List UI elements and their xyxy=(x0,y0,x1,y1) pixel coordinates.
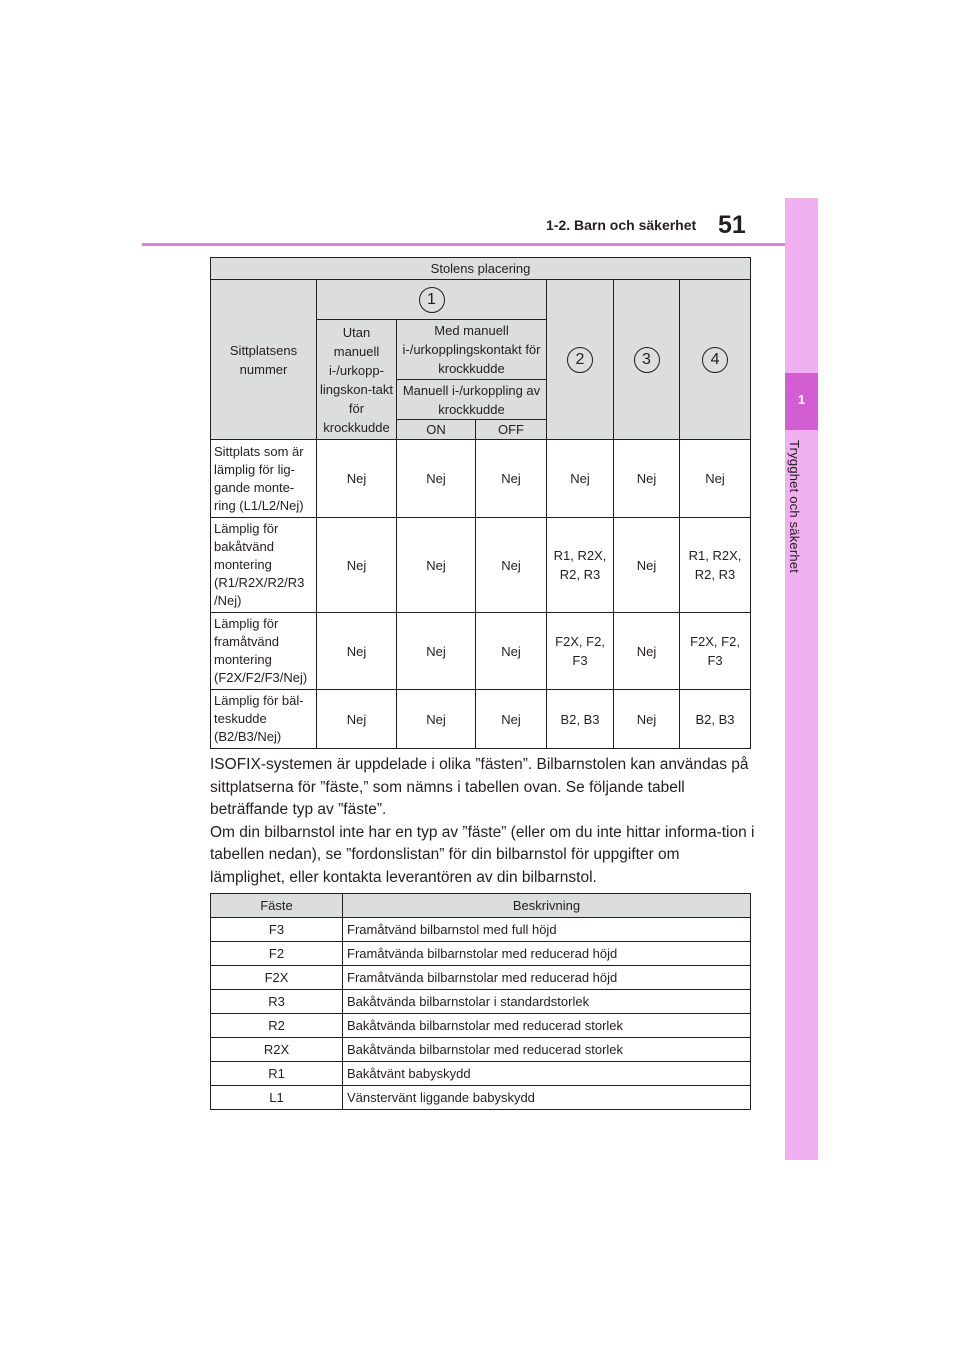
row-label: Lämplig för bakåtvänd montering (R1/R2X/R2/R3 /Nej) xyxy=(211,518,317,613)
fixture-code: R1 xyxy=(211,1062,343,1086)
position-3-badge: 3 xyxy=(634,347,660,373)
position-1 xyxy=(317,280,547,320)
table-row xyxy=(211,613,751,690)
seat-rows xyxy=(211,440,751,749)
fixture-description: Bakåtvända bilbarnstolar med reducerad storlek xyxy=(343,1038,751,1062)
switch-on-label: ON xyxy=(397,420,476,440)
table-row xyxy=(211,966,751,990)
header-rule xyxy=(142,243,785,246)
table-cell: Nej xyxy=(397,613,476,690)
table-cell: Nej xyxy=(397,690,476,749)
fixture-description: Framåtvänd bilbarnstol med full höjd xyxy=(343,918,751,942)
table-cell: Nej xyxy=(614,440,680,518)
position-3 xyxy=(614,280,680,440)
seat-number-label: Sittplatsens nummer xyxy=(211,280,317,440)
table-cell: R1, R2X, R2, R3 xyxy=(547,518,614,613)
table-cell: Nej xyxy=(680,440,751,518)
table-cell: F2X, F2, F3 xyxy=(547,613,614,690)
paragraph-2: Om din bilbarnstol inte har en typ av ”fäste” (eller om du inte hittar informa-tion i tabellen nedan), se ”fordonslistan” för din bilbarnstol för uppgifter om lämplighet, eller kontakta leverantören av din bilbarnstol. xyxy=(210,823,755,886)
table-cell: Nej xyxy=(547,440,614,518)
seat-position-table xyxy=(210,257,751,749)
chapter-number: 1 xyxy=(797,392,806,407)
position-2 xyxy=(547,280,614,440)
fixture-code: F2 xyxy=(211,942,343,966)
body-text xyxy=(210,754,755,889)
table-row xyxy=(211,1062,751,1086)
fixture-code: R3 xyxy=(211,990,343,1014)
switch-label: Manuell i-/urkoppling av krockkudde xyxy=(397,380,547,420)
table-row xyxy=(211,990,751,1014)
position-1-badge: 1 xyxy=(419,287,445,313)
position-4-badge: 4 xyxy=(702,347,728,373)
table-cell: Nej xyxy=(317,690,397,749)
description-header: Beskrivning xyxy=(343,894,751,918)
fixture-description: Bakåtvända bilbarnstolar i standardstorlek xyxy=(343,990,751,1014)
table-row xyxy=(211,518,751,613)
without-switch-label: Utan manuell i-/urkopp-lingskon-takt för krockkudde xyxy=(317,320,397,440)
fixture-description: Bakåtvänt babyskydd xyxy=(343,1062,751,1086)
table-row xyxy=(211,1086,751,1110)
with-switch-label: Med manuell i-/urkopplingskontakt för krockkudde xyxy=(397,320,547,380)
table-cell: Nej xyxy=(614,518,680,613)
table-cell: Nej xyxy=(476,518,547,613)
table-cell: Nej xyxy=(614,690,680,749)
fixture-code: L1 xyxy=(211,1086,343,1110)
fixture-description: Framåtvända bilbarnstolar med reducerad höjd xyxy=(343,966,751,990)
table-cell: Nej xyxy=(397,518,476,613)
table-row xyxy=(211,690,751,749)
fixture-description: Framåtvända bilbarnstolar med reducerad höjd xyxy=(343,942,751,966)
table-cell: B2, B3 xyxy=(547,690,614,749)
row-label: Lämplig för framåtvänd montering (F2X/F2/F3/Nej) xyxy=(211,613,317,690)
table-cell: Nej xyxy=(614,613,680,690)
row-label: Sittplats som är lämplig för lig-gande monte-ring (L1/L2/Nej) xyxy=(211,440,317,518)
table-cell: F2X, F2, F3 xyxy=(680,613,751,690)
fixture-rows xyxy=(211,918,751,1110)
chapter-side-tab xyxy=(785,198,818,1160)
fixture-description: Bakåtvända bilbarnstolar med reducerad storlek xyxy=(343,1014,751,1038)
fixture-code: R2X xyxy=(211,1038,343,1062)
fixture-code: F3 xyxy=(211,918,343,942)
fixture-code: R2 xyxy=(211,1014,343,1038)
page-number: 51 xyxy=(718,211,746,239)
position-header: Stolens placering xyxy=(211,258,751,280)
table-cell: B2, B3 xyxy=(680,690,751,749)
table-cell: Nej xyxy=(476,690,547,749)
chapter-label: Trygghet och säkerhet xyxy=(787,440,802,574)
row-label: Lämplig för bäl-teskudde (B2/B3/Nej) xyxy=(211,690,317,749)
table-cell: Nej xyxy=(317,518,397,613)
table-cell: Nej xyxy=(397,440,476,518)
table-row xyxy=(211,1014,751,1038)
table-cell: Nej xyxy=(476,613,547,690)
fixture-table xyxy=(210,893,751,1110)
switch-off-label: OFF xyxy=(476,420,547,440)
paragraph-1: ISOFIX-systemen är uppdelade i olika ”fästen”. Bilbarnstolen kan användas på sittplatserna för ”fäste,” som nämns i tabellen ovan. Se följande tabell beträffande typ av ”fäste”. xyxy=(210,756,749,818)
fixture-code: F2X xyxy=(211,966,343,990)
table-cell: R1, R2X, R2, R3 xyxy=(680,518,751,613)
section-title: 1-2. Barn och säkerhet xyxy=(546,217,697,233)
fixture-description: Vänstervänt liggande babyskydd xyxy=(343,1086,751,1110)
position-4 xyxy=(680,280,751,440)
table-row xyxy=(211,942,751,966)
fixture-header: Fäste xyxy=(211,894,343,918)
table-row xyxy=(211,1038,751,1062)
table-row xyxy=(211,440,751,518)
table-cell: Nej xyxy=(317,440,397,518)
table-cell: Nej xyxy=(317,613,397,690)
position-2-badge: 2 xyxy=(567,347,593,373)
table-row xyxy=(211,918,751,942)
table-cell: Nej xyxy=(476,440,547,518)
